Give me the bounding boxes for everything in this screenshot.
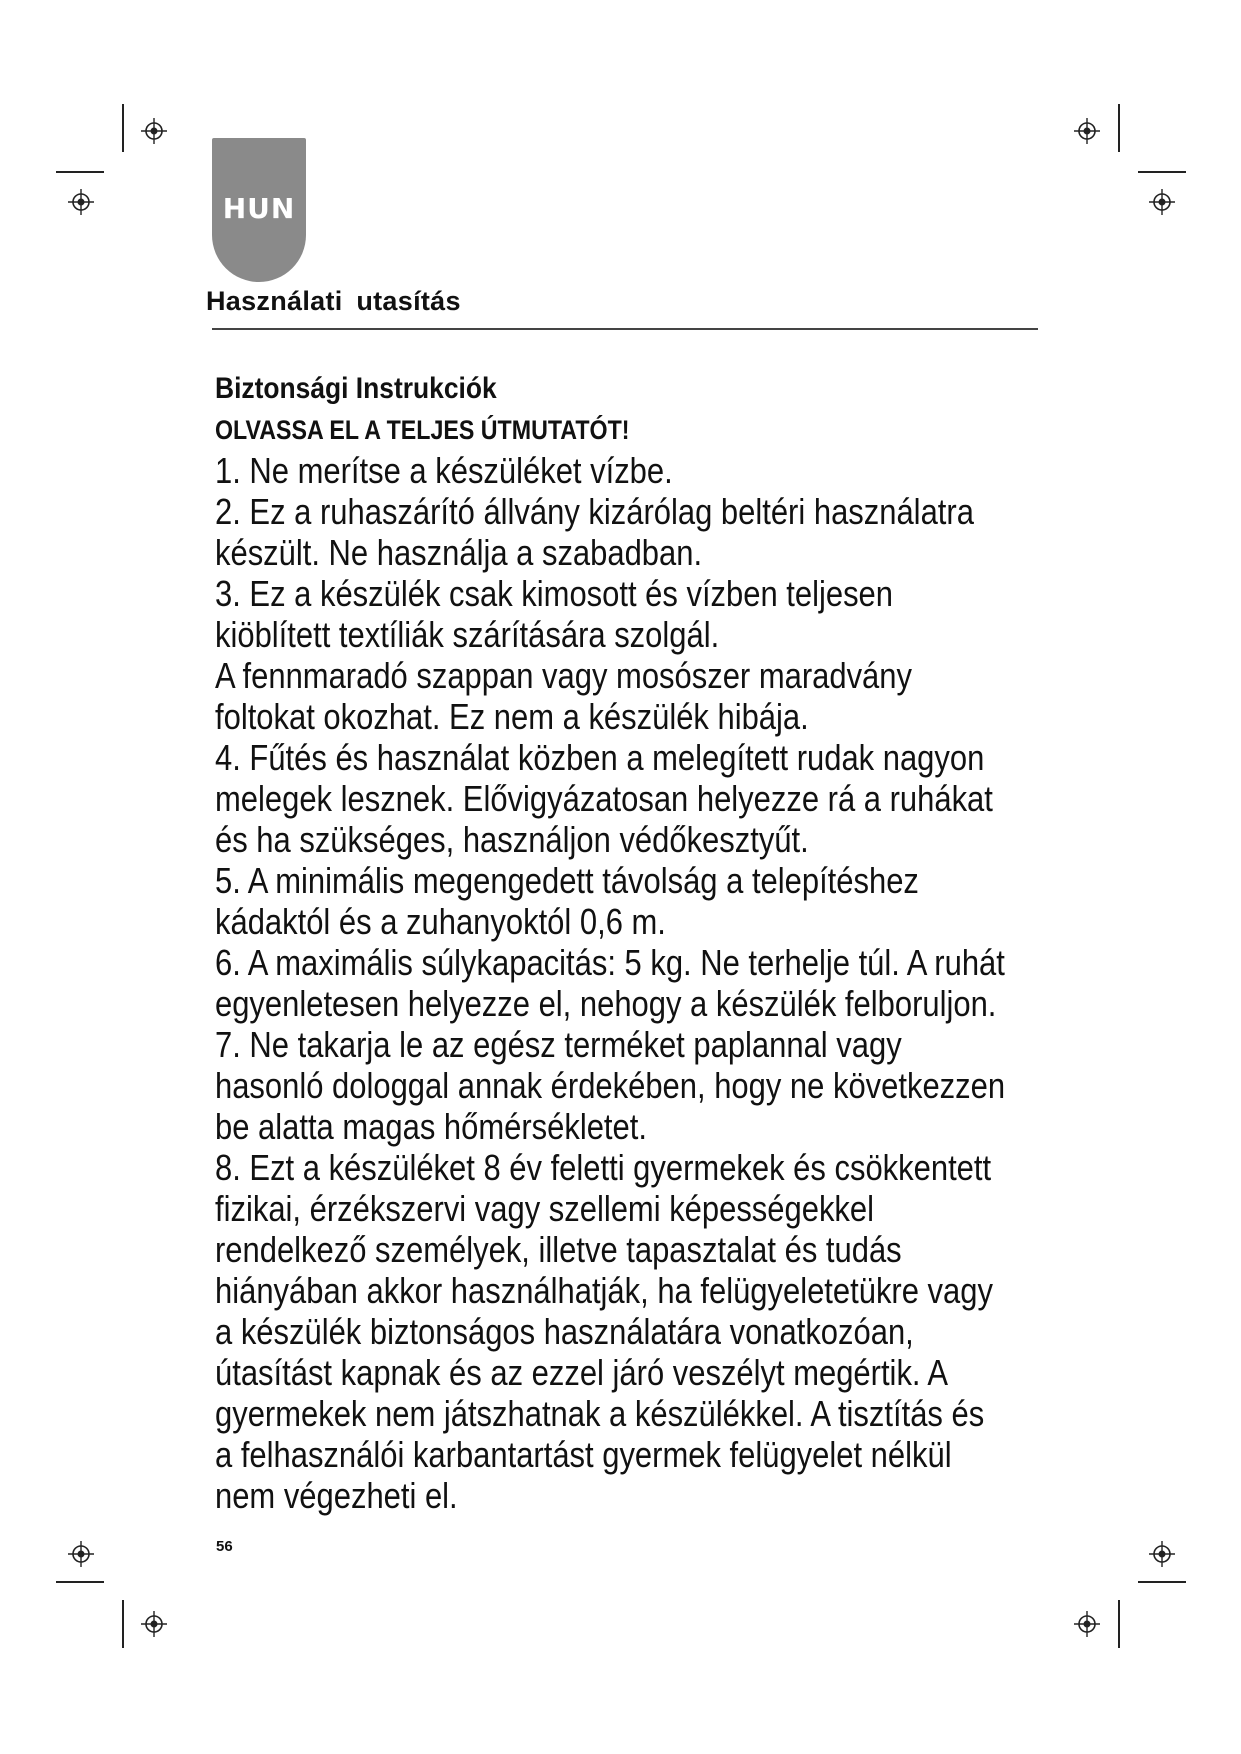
text-line: a felhasználói karbantartást gyermek felügyelet nélkül bbox=[215, 1434, 952, 1475]
registration-mark-icon bbox=[1074, 118, 1100, 144]
text-line: 3. Ez a készülék csak kimosott és vízben teljesen bbox=[215, 573, 894, 614]
crop-mark bbox=[56, 171, 104, 173]
instruction-lines bbox=[215, 450, 1095, 1516]
text-line: nem végezheti el. bbox=[215, 1475, 458, 1516]
text-line: 2. Ez a ruhaszárító állvány kizárólag beltéri használatra bbox=[215, 491, 974, 532]
text-line: és ha szükséges, használjon védőkesztyűt. bbox=[215, 819, 809, 860]
header-divider bbox=[212, 328, 1038, 330]
registration-mark-icon bbox=[1149, 189, 1175, 215]
text-line: kiöblített textíliák szárítására szolgál. bbox=[215, 614, 720, 655]
page-number: 56 bbox=[216, 1538, 233, 1555]
text-line: rendelkező személyek, illetve tapasztalat és tudás bbox=[215, 1229, 902, 1270]
text-line: foltokat okozhat. Ez nem a készülék hibája. bbox=[215, 696, 809, 737]
crop-mark bbox=[122, 104, 124, 152]
manual-title: Használati utasítás bbox=[206, 286, 461, 316]
crop-mark bbox=[1138, 171, 1186, 173]
text-line: kádaktól és a zuhanyoktól 0,6 m. bbox=[215, 901, 666, 942]
registration-mark-icon bbox=[68, 189, 94, 215]
safety-instructions bbox=[215, 366, 1095, 1516]
registration-mark-icon bbox=[141, 1611, 167, 1637]
registration-mark-icon bbox=[1074, 1611, 1100, 1637]
crop-mark bbox=[1118, 1600, 1120, 1648]
text-line: 7. Ne takarja le az egész terméket paplannal vagy bbox=[215, 1024, 902, 1065]
text-line: fizikai, érzékszervi vagy szellemi képességekkel bbox=[215, 1188, 875, 1229]
registration-mark-icon bbox=[68, 1541, 94, 1567]
text-line: gyermekek nem játszhatnak a készülékkel. A tisztítás és bbox=[215, 1393, 985, 1434]
text-line: 1. Ne merítse a készüléket vízbe. bbox=[215, 450, 673, 491]
read-manual-warning: OLVASSA EL A TELJES ÚTMUTATÓT! bbox=[215, 415, 630, 445]
text-line: 5. A minimális megengedett távolság a telepítéshez bbox=[215, 860, 919, 901]
text-line: útasítást kapnak és az ezzel járó veszélyt megértik. A bbox=[215, 1352, 949, 1393]
language-tab bbox=[212, 138, 306, 282]
crop-mark bbox=[1118, 104, 1120, 152]
text-line: melegek lesznek. Elővigyázatosan helyezze rá a ruhákat bbox=[215, 778, 993, 819]
registration-mark-icon bbox=[1149, 1541, 1175, 1567]
crop-mark bbox=[1138, 1581, 1186, 1583]
text-line: készült. Ne használja a szabadban. bbox=[215, 532, 703, 573]
text-line: egyenletesen helyezze el, nehogy a készülék felboruljon. bbox=[215, 983, 997, 1024]
text-line: a készülék biztonságos használatára vonatkozóan, bbox=[215, 1311, 914, 1352]
text-line: A fennmaradó szappan vagy mosószer maradvány bbox=[215, 655, 912, 696]
text-line: be alatta magas hőmérsékletet. bbox=[215, 1106, 647, 1147]
text-line: hasonló dologgal annak érdekében, hogy ne következzen bbox=[215, 1065, 1006, 1106]
language-tab-label: HUN bbox=[222, 192, 296, 225]
crop-mark bbox=[122, 1600, 124, 1648]
text-line: 6. A maximális súlykapacitás: 5 kg. Ne terhelje túl. A ruhát bbox=[215, 942, 1005, 983]
text-line: 4. Fűtés és használat közben a melegített rudak nagyon bbox=[215, 737, 985, 778]
crop-mark bbox=[56, 1581, 104, 1583]
section-title: Biztonsági Instrukciók bbox=[215, 372, 497, 405]
text-line: hiányában akkor használhatják, ha felügyeletetükre vagy bbox=[215, 1270, 993, 1311]
text-line: 8. Ezt a készüléket 8 év feletti gyermekek és csökkentett bbox=[215, 1147, 992, 1188]
registration-mark-icon bbox=[141, 118, 167, 144]
